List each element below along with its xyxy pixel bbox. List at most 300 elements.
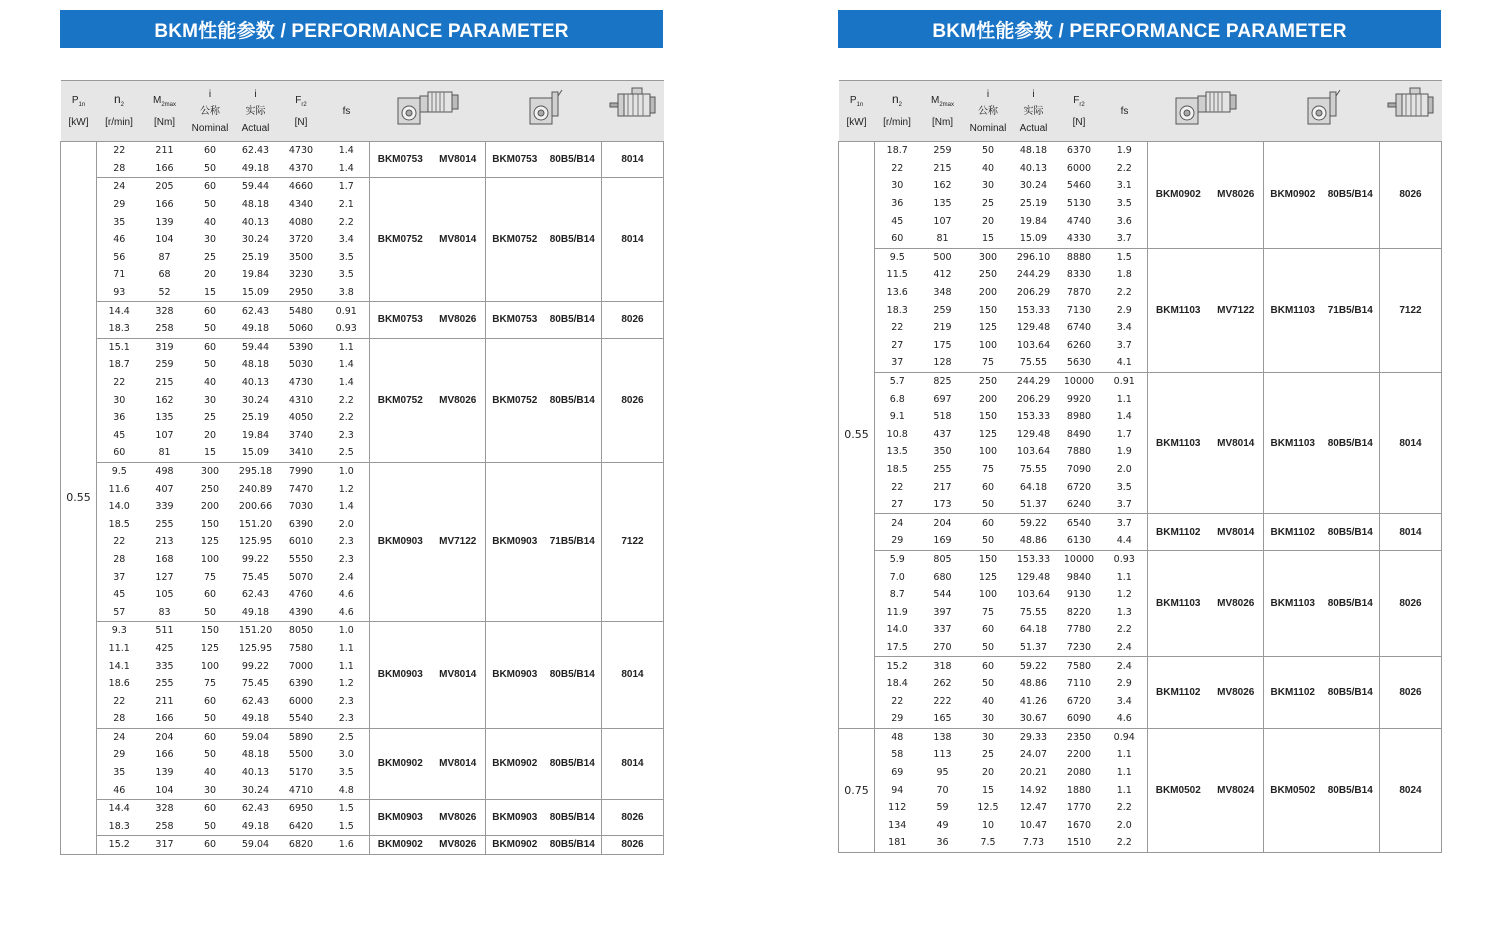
model-motor-variant-cell: MV8014 bbox=[431, 728, 486, 799]
speed-cell: 10.8 bbox=[886, 428, 908, 440]
speed-cell: 18.7 bbox=[108, 359, 130, 371]
ratio-nominal-cell: 125 bbox=[200, 536, 220, 548]
torque-cell: 205 bbox=[142, 178, 188, 196]
speed-cell: 22 bbox=[891, 322, 904, 334]
radial-load-cell: 3500 bbox=[288, 251, 314, 263]
service-factor-cell: 3.7 bbox=[1102, 514, 1148, 532]
ratio-nominal-cell: 200 bbox=[978, 287, 998, 299]
radial-load-cell: 7030 bbox=[288, 501, 314, 513]
speed-cell: 24 bbox=[97, 728, 142, 746]
speed-cell: 14.0 bbox=[886, 624, 908, 636]
ratio-actual-cell: 48.18 bbox=[1011, 142, 1057, 160]
model-motor-cell: 8026 bbox=[1380, 657, 1442, 728]
radial-load-cell: 6090 bbox=[1066, 713, 1092, 725]
ratio-nominal-cell: 50 bbox=[203, 323, 217, 335]
torque-cell: 138 bbox=[920, 728, 966, 746]
gearbox-image bbox=[1264, 81, 1380, 142]
torque-cell: 49 bbox=[936, 819, 949, 831]
speed-cell: 18.7 bbox=[875, 142, 920, 160]
model-gearmotor-cell: BKM1103 bbox=[1148, 550, 1209, 657]
torque-cell: 105 bbox=[155, 589, 174, 601]
ratio-nominal-cell: 40 bbox=[203, 216, 217, 228]
model-motor-variant-cell: MV8026 bbox=[431, 799, 486, 835]
banner-title: BKM性能参数 / PERFORMANCE PARAMETER bbox=[838, 10, 1441, 48]
speed-cell: 5.7 bbox=[875, 372, 920, 390]
service-factor-cell: 2.3 bbox=[338, 429, 354, 441]
service-factor-cell: 1.9 bbox=[1116, 446, 1132, 458]
radial-load-cell: 6390 bbox=[288, 518, 314, 530]
table-row bbox=[839, 248, 1442, 266]
ratio-nominal-cell: 60 bbox=[203, 695, 217, 707]
ratio-actual-cell: 41.26 bbox=[1019, 695, 1048, 707]
torque-cell: 83 bbox=[158, 606, 171, 618]
service-factor-cell: 3.4 bbox=[338, 234, 354, 246]
torque-cell: 317 bbox=[142, 836, 188, 855]
torque-cell: 259 bbox=[920, 142, 966, 160]
service-factor-cell: 1.7 bbox=[1116, 428, 1132, 440]
model-motor-cell: 8014 bbox=[1380, 372, 1442, 514]
service-factor-cell: 1.6 bbox=[324, 836, 370, 855]
radial-load-cell: 6370 bbox=[1057, 142, 1102, 160]
torque-cell: 113 bbox=[933, 749, 952, 761]
ratio-actual-cell: 99.22 bbox=[241, 660, 270, 672]
radial-load-cell: 10000 bbox=[1057, 372, 1102, 390]
torque-cell: 215 bbox=[155, 377, 174, 389]
ratio-nominal-cell: 300 bbox=[188, 462, 233, 480]
service-factor-cell: 2.0 bbox=[338, 518, 354, 530]
service-factor-cell: 2.9 bbox=[1116, 304, 1132, 316]
torque-cell: 36 bbox=[936, 837, 949, 849]
radial-load-cell: 7470 bbox=[288, 483, 314, 495]
speed-cell: 60 bbox=[891, 233, 904, 245]
model-gearbox-cell: BKM1103 bbox=[1264, 372, 1322, 514]
torque-cell: 213 bbox=[155, 536, 174, 548]
radial-load-cell: 3720 bbox=[288, 234, 314, 246]
model-motor-cell: 7122 bbox=[1380, 248, 1442, 372]
speed-cell: 28 bbox=[113, 162, 126, 174]
model-motor-cell: 8026 bbox=[602, 302, 664, 338]
speed-cell: 56 bbox=[113, 251, 126, 263]
service-factor-cell: 1.4 bbox=[338, 359, 354, 371]
ratio-actual-cell: 295.18 bbox=[233, 462, 279, 480]
ratio-nominal-cell: 75 bbox=[981, 463, 995, 475]
speed-cell: 28 bbox=[113, 713, 126, 725]
model-motor-cell: 8026 bbox=[602, 338, 664, 462]
radial-load-cell: 4390 bbox=[288, 606, 314, 618]
ratio-actual-cell: 296.10 bbox=[1011, 248, 1057, 266]
service-factor-cell: 2.5 bbox=[338, 447, 354, 459]
ratio-actual-cell: 64.18 bbox=[1019, 624, 1048, 636]
service-factor-cell: 2.2 bbox=[1116, 162, 1132, 174]
ratio-actual-cell: 153.33 bbox=[1011, 550, 1057, 568]
ratio-actual-cell: 48.18 bbox=[241, 359, 270, 371]
ratio-nominal-cell: 75 bbox=[203, 571, 217, 583]
ratio-nominal-cell: 250 bbox=[978, 269, 998, 281]
speed-cell: 37 bbox=[891, 357, 904, 369]
model-motor-cell: 8026 bbox=[602, 799, 664, 835]
ratio-nominal-cell: 40 bbox=[203, 767, 217, 779]
speed-cell: 9.1 bbox=[889, 411, 905, 423]
ratio-nominal-cell: 50 bbox=[203, 749, 217, 761]
service-factor-cell: 3.4 bbox=[1116, 695, 1132, 707]
service-factor-cell: 3.6 bbox=[1116, 215, 1132, 227]
model-gearbox-cell: BKM0903 bbox=[486, 462, 544, 621]
gearbox-image bbox=[486, 81, 602, 142]
col-ratio-actual-header: i 实际 Actual bbox=[233, 81, 279, 142]
ratio-actual-cell: 244.29 bbox=[1016, 269, 1051, 281]
radial-load-cell: 4050 bbox=[288, 412, 314, 424]
ratio-actual-cell: 49.18 bbox=[241, 606, 270, 618]
service-factor-cell: 4.6 bbox=[338, 589, 354, 601]
model-gearbox-cell: BKM0903 bbox=[486, 799, 544, 835]
ratio-actual-cell: 48.86 bbox=[1019, 535, 1048, 547]
table-row bbox=[61, 836, 664, 855]
model-gearbox-cell: BKM0902 bbox=[1264, 142, 1322, 249]
model-gearmotor-cell: BKM0753 bbox=[370, 142, 431, 178]
speed-cell: 36 bbox=[113, 412, 126, 424]
ratio-actual-cell: 103.64 bbox=[1016, 589, 1051, 601]
ratio-actual-cell: 14.92 bbox=[1019, 784, 1048, 796]
torque-cell: 139 bbox=[155, 767, 174, 779]
model-motor-variant-cell: MV7122 bbox=[431, 462, 486, 621]
service-factor-cell: 1.1 bbox=[1116, 767, 1132, 779]
service-factor-cell: 1.4 bbox=[338, 501, 354, 513]
service-factor-cell: 1.0 bbox=[324, 462, 370, 480]
model-flange-cell: 80B5/B14 bbox=[1322, 550, 1380, 657]
ratio-actual-cell: 206.29 bbox=[1016, 287, 1051, 299]
table-row bbox=[61, 622, 664, 640]
ratio-nominal-cell: 60 bbox=[981, 481, 995, 493]
ratio-actual-cell: 206.29 bbox=[1016, 393, 1051, 405]
col-service-factor-header: fs bbox=[1102, 81, 1148, 142]
radial-load-cell: 4730 bbox=[288, 377, 314, 389]
ratio-actual-cell: 15.09 bbox=[241, 287, 270, 299]
radial-load-cell: 4710 bbox=[288, 784, 314, 796]
torque-cell: 259 bbox=[155, 359, 174, 371]
ratio-actual-cell: 151.20 bbox=[238, 518, 273, 530]
model-gearbox-cell: BKM0752 bbox=[486, 178, 544, 302]
speed-cell: 45 bbox=[113, 589, 126, 601]
col-radial-load-header: $F_{r2}$ [N] bbox=[1057, 81, 1102, 142]
model-motor-variant-cell: MV8024 bbox=[1209, 728, 1264, 852]
service-factor-cell: 1.8 bbox=[1116, 269, 1132, 281]
torque-cell: 258 bbox=[155, 820, 174, 832]
ratio-nominal-cell: 250 bbox=[966, 372, 1011, 390]
motor-image bbox=[1380, 81, 1442, 142]
radial-load-cell: 2200 bbox=[1066, 749, 1092, 761]
service-factor-cell: 1.0 bbox=[324, 622, 370, 640]
service-factor-cell: 3.5 bbox=[338, 767, 354, 779]
ratio-nominal-cell: 60 bbox=[188, 338, 233, 356]
model-motor-variant-cell: MV8026 bbox=[1209, 550, 1264, 657]
model-flange-cell: 80B5/B14 bbox=[1322, 372, 1380, 514]
radial-load-cell: 8490 bbox=[1066, 428, 1092, 440]
ratio-nominal-cell: 125 bbox=[978, 322, 998, 334]
gearmotor-image bbox=[370, 81, 486, 142]
radial-load-cell: 2950 bbox=[288, 287, 314, 299]
torque-cell: 127 bbox=[155, 571, 174, 583]
radial-load-cell: 6000 bbox=[288, 695, 314, 707]
left-panel bbox=[60, 10, 663, 851]
model-gearbox-cell: BKM0753 bbox=[486, 302, 544, 338]
ratio-actual-cell: 48.18 bbox=[241, 749, 270, 761]
radial-load-cell: 7090 bbox=[1066, 463, 1092, 475]
service-factor-cell: 0.93 bbox=[335, 323, 357, 335]
speed-cell: 93 bbox=[113, 287, 126, 299]
ratio-actual-cell: 30.24 bbox=[1019, 180, 1048, 192]
torque-cell: 168 bbox=[155, 553, 174, 565]
ratio-nominal-cell: 200 bbox=[200, 501, 220, 513]
ratio-actual-cell: 30.67 bbox=[1019, 713, 1048, 725]
ratio-nominal-cell: 50 bbox=[203, 713, 217, 725]
col-speed-header: $n_2$ [r/min] bbox=[97, 81, 142, 142]
model-motor-variant-cell: MV8014 bbox=[1209, 514, 1264, 550]
col-ratio-nominal-header: i 公称 Nominal bbox=[188, 81, 233, 142]
speed-cell: 35 bbox=[113, 767, 126, 779]
model-gearbox-cell: BKM0902 bbox=[486, 728, 544, 799]
torque-cell: 412 bbox=[933, 269, 952, 281]
model-flange-cell: 80B5/B14 bbox=[544, 178, 602, 302]
col-speed-header: $n_2$ [r/min] bbox=[875, 81, 920, 142]
ratio-actual-cell: 10.47 bbox=[1019, 819, 1048, 831]
model-flange-cell: 80B5/B14 bbox=[1322, 657, 1380, 728]
torque-cell: 135 bbox=[933, 198, 952, 210]
ratio-actual-cell: 40.13 bbox=[1019, 162, 1048, 174]
radial-load-cell: 8980 bbox=[1066, 411, 1092, 423]
ratio-nominal-cell: 50 bbox=[203, 606, 217, 618]
torque-cell: 498 bbox=[142, 462, 188, 480]
radial-load-cell: 8330 bbox=[1066, 269, 1092, 281]
service-factor-cell: 2.4 bbox=[338, 571, 354, 583]
radial-load-cell: 7880 bbox=[1066, 446, 1092, 458]
model-motor-variant-cell: MV8014 bbox=[431, 622, 486, 729]
torque-cell: 500 bbox=[920, 248, 966, 266]
model-flange-cell: 71B5/B14 bbox=[1322, 248, 1380, 372]
table-row bbox=[61, 338, 664, 356]
ratio-nominal-cell: 15 bbox=[203, 287, 217, 299]
service-factor-cell: 1.5 bbox=[1102, 248, 1148, 266]
torque-cell: 135 bbox=[155, 412, 174, 424]
ratio-actual-cell: 62.43 bbox=[241, 695, 270, 707]
torque-cell: 107 bbox=[933, 215, 952, 227]
ratio-actual-cell: 59.44 bbox=[233, 178, 279, 196]
speed-cell: 18.4 bbox=[886, 678, 908, 690]
speed-cell: 14.4 bbox=[97, 302, 142, 320]
model-flange-cell: 80B5/B14 bbox=[544, 622, 602, 729]
ratio-actual-cell: 19.84 bbox=[241, 429, 270, 441]
ratio-nominal-cell: 30 bbox=[981, 713, 995, 725]
table-row bbox=[839, 514, 1442, 532]
ratio-actual-cell: 49.18 bbox=[241, 323, 270, 335]
service-factor-cell: 0.91 bbox=[1102, 372, 1148, 390]
radial-load-cell: 2080 bbox=[1066, 767, 1092, 779]
service-factor-cell: 1.4 bbox=[1116, 411, 1132, 423]
torque-cell: 518 bbox=[933, 411, 952, 423]
model-flange-cell: 80B5/B14 bbox=[544, 728, 602, 799]
ratio-actual-cell: 40.13 bbox=[241, 216, 270, 228]
radial-load-cell: 5070 bbox=[288, 571, 314, 583]
torque-cell: 81 bbox=[158, 447, 171, 459]
ratio-nominal-cell: 60 bbox=[188, 178, 233, 196]
ratio-actual-cell: 49.18 bbox=[241, 713, 270, 725]
model-motor-cell: 8026 bbox=[602, 836, 664, 855]
col-torque-header: $M_{2max}$ [Nm] bbox=[920, 81, 966, 142]
model-gearmotor-cell: BKM0502 bbox=[1148, 728, 1209, 852]
ratio-nominal-cell: 100 bbox=[200, 553, 220, 565]
radial-load-cell: 6720 bbox=[1066, 695, 1092, 707]
ratio-nominal-cell: 100 bbox=[978, 446, 998, 458]
ratio-nominal-cell: 7.5 bbox=[980, 837, 996, 849]
radial-load-cell: 5390 bbox=[279, 338, 324, 356]
model-flange-cell: 80B5/B14 bbox=[544, 836, 602, 855]
radial-load-cell: 7580 bbox=[1057, 657, 1102, 675]
ratio-actual-cell: 75.55 bbox=[1019, 606, 1048, 618]
radial-load-cell: 10000 bbox=[1057, 550, 1102, 568]
service-factor-cell: 1.5 bbox=[324, 799, 370, 817]
col-power-header: $P_{1n}$ [kW] bbox=[61, 81, 97, 142]
ratio-actual-cell: 49.18 bbox=[241, 162, 270, 174]
service-factor-cell: 2.1 bbox=[338, 199, 354, 211]
service-factor-cell: 3.8 bbox=[338, 287, 354, 299]
ratio-actual-cell: 25.19 bbox=[241, 412, 270, 424]
speed-cell: 15.2 bbox=[875, 657, 920, 675]
col-service-factor-header: fs bbox=[324, 81, 370, 142]
ratio-nominal-cell: 25 bbox=[981, 749, 995, 761]
ratio-actual-cell: 103.64 bbox=[1016, 446, 1051, 458]
radial-load-cell: 4330 bbox=[1066, 233, 1092, 245]
ratio-actual-cell: 40.13 bbox=[241, 767, 270, 779]
radial-load-cell: 7130 bbox=[1066, 304, 1092, 316]
radial-load-cell: 6130 bbox=[1066, 535, 1092, 547]
model-motor-cell: 8014 bbox=[602, 142, 664, 178]
radial-load-cell: 1510 bbox=[1066, 837, 1092, 849]
torque-cell: 173 bbox=[933, 499, 952, 511]
ratio-nominal-cell: 30 bbox=[966, 728, 1011, 746]
speed-cell: 18.3 bbox=[108, 820, 130, 832]
model-gearmotor-cell: BKM0902 bbox=[370, 728, 431, 799]
speed-cell: 29 bbox=[891, 535, 904, 547]
speed-cell: 8.7 bbox=[889, 589, 905, 601]
service-factor-cell: 3.7 bbox=[1116, 499, 1132, 511]
speed-cell: 71 bbox=[113, 269, 126, 281]
torque-cell: 70 bbox=[936, 784, 949, 796]
service-factor-cell: 1.1 bbox=[338, 660, 354, 672]
speed-cell: 18.3 bbox=[108, 323, 130, 335]
speed-cell: 57 bbox=[113, 606, 126, 618]
model-motor-variant-cell: MV7122 bbox=[1209, 248, 1264, 372]
ratio-actual-cell: 20.21 bbox=[1019, 767, 1048, 779]
radial-load-cell: 2350 bbox=[1057, 728, 1102, 746]
radial-load-cell: 8050 bbox=[279, 622, 324, 640]
ratio-actual-cell: 125.95 bbox=[238, 536, 273, 548]
torque-cell: 255 bbox=[155, 518, 174, 530]
model-motor-variant-cell: MV8026 bbox=[1209, 657, 1264, 728]
model-motor-variant-cell: MV8014 bbox=[431, 142, 486, 178]
ratio-nominal-cell: 25 bbox=[203, 251, 217, 263]
ratio-actual-cell: 48.86 bbox=[1019, 678, 1048, 690]
radial-load-cell: 6240 bbox=[1066, 499, 1092, 511]
ratio-nominal-cell: 20 bbox=[203, 429, 217, 441]
speed-cell: 36 bbox=[891, 198, 904, 210]
ratio-nominal-cell: 15 bbox=[981, 233, 995, 245]
ratio-actual-cell: 12.47 bbox=[1019, 802, 1048, 814]
model-gearmotor-cell: BKM1102 bbox=[1148, 657, 1209, 728]
ratio-actual-cell: 30.24 bbox=[241, 784, 270, 796]
radial-load-cell: 9130 bbox=[1066, 589, 1092, 601]
radial-load-cell: 1880 bbox=[1066, 784, 1092, 796]
ratio-nominal-cell: 75 bbox=[981, 606, 995, 618]
speed-cell: 18.3 bbox=[886, 304, 908, 316]
torque-cell: 166 bbox=[155, 749, 174, 761]
radial-load-cell: 7780 bbox=[1066, 624, 1092, 636]
service-factor-cell: 2.2 bbox=[338, 412, 354, 424]
torque-cell: 350 bbox=[933, 446, 952, 458]
torque-cell: 128 bbox=[933, 357, 952, 369]
radial-load-cell: 6000 bbox=[1066, 162, 1092, 174]
torque-cell: 87 bbox=[158, 251, 171, 263]
radial-load-cell: 4740 bbox=[1066, 215, 1092, 227]
speed-cell: 29 bbox=[113, 199, 126, 211]
radial-load-cell: 5030 bbox=[288, 359, 314, 371]
table-row bbox=[61, 462, 664, 480]
speed-cell: 11.1 bbox=[108, 642, 130, 654]
service-factor-cell: 1.1 bbox=[1116, 393, 1132, 405]
model-motor-variant-cell: MV8026 bbox=[1209, 142, 1264, 249]
service-factor-cell: 2.5 bbox=[324, 728, 370, 746]
radial-load-cell: 6820 bbox=[279, 836, 324, 855]
model-gearbox-cell: BKM1103 bbox=[1264, 248, 1322, 372]
ratio-nominal-cell: 250 bbox=[200, 483, 220, 495]
banner-title: BKM性能参数 / PERFORMANCE PARAMETER bbox=[60, 10, 663, 48]
service-factor-cell: 3.5 bbox=[1116, 481, 1132, 493]
ratio-actual-cell: 75.55 bbox=[1019, 357, 1048, 369]
speed-cell: 22 bbox=[97, 142, 142, 160]
ratio-nominal-cell: 15 bbox=[203, 447, 217, 459]
speed-cell: 17.5 bbox=[886, 641, 908, 653]
ratio-nominal-cell: 60 bbox=[981, 624, 995, 636]
col-torque-header: $M_{2max}$ [Nm] bbox=[142, 81, 188, 142]
model-gearmotor-cell: BKM0903 bbox=[370, 462, 431, 621]
service-factor-cell: 3.7 bbox=[1116, 339, 1132, 351]
speed-cell: 13.6 bbox=[886, 287, 908, 299]
radial-load-cell: 5500 bbox=[288, 749, 314, 761]
ratio-nominal-cell: 50 bbox=[203, 820, 217, 832]
radial-load-cell: 6260 bbox=[1066, 339, 1092, 351]
ratio-actual-cell: 59.22 bbox=[1011, 657, 1057, 675]
speed-cell: 30 bbox=[113, 394, 126, 406]
torque-cell: 104 bbox=[155, 234, 174, 246]
ratio-actual-cell: 75.55 bbox=[1019, 463, 1048, 475]
col-radial-load-header: $F_{r2}$ [N] bbox=[279, 81, 324, 142]
model-motor-variant-cell: MV8014 bbox=[1209, 372, 1264, 514]
model-flange-cell: 80B5/B14 bbox=[1322, 514, 1380, 550]
performance-table-right bbox=[838, 80, 1442, 853]
performance-table-left bbox=[60, 80, 664, 855]
ratio-actual-cell: 125.95 bbox=[238, 642, 273, 654]
torque-cell: 258 bbox=[155, 323, 174, 335]
torque-cell: 348 bbox=[933, 287, 952, 299]
service-factor-cell: 1.7 bbox=[324, 178, 370, 196]
service-factor-cell: 3.7 bbox=[1116, 233, 1132, 245]
radial-load-cell: 4080 bbox=[288, 216, 314, 228]
speed-cell: 15.1 bbox=[97, 338, 142, 356]
speed-cell: 27 bbox=[891, 499, 904, 511]
radial-load-cell: 5890 bbox=[279, 728, 324, 746]
radial-load-cell: 5460 bbox=[1066, 180, 1092, 192]
speed-cell: 14.0 bbox=[108, 501, 130, 513]
service-factor-cell: 0.94 bbox=[1102, 728, 1148, 746]
service-factor-cell: 2.3 bbox=[338, 695, 354, 707]
